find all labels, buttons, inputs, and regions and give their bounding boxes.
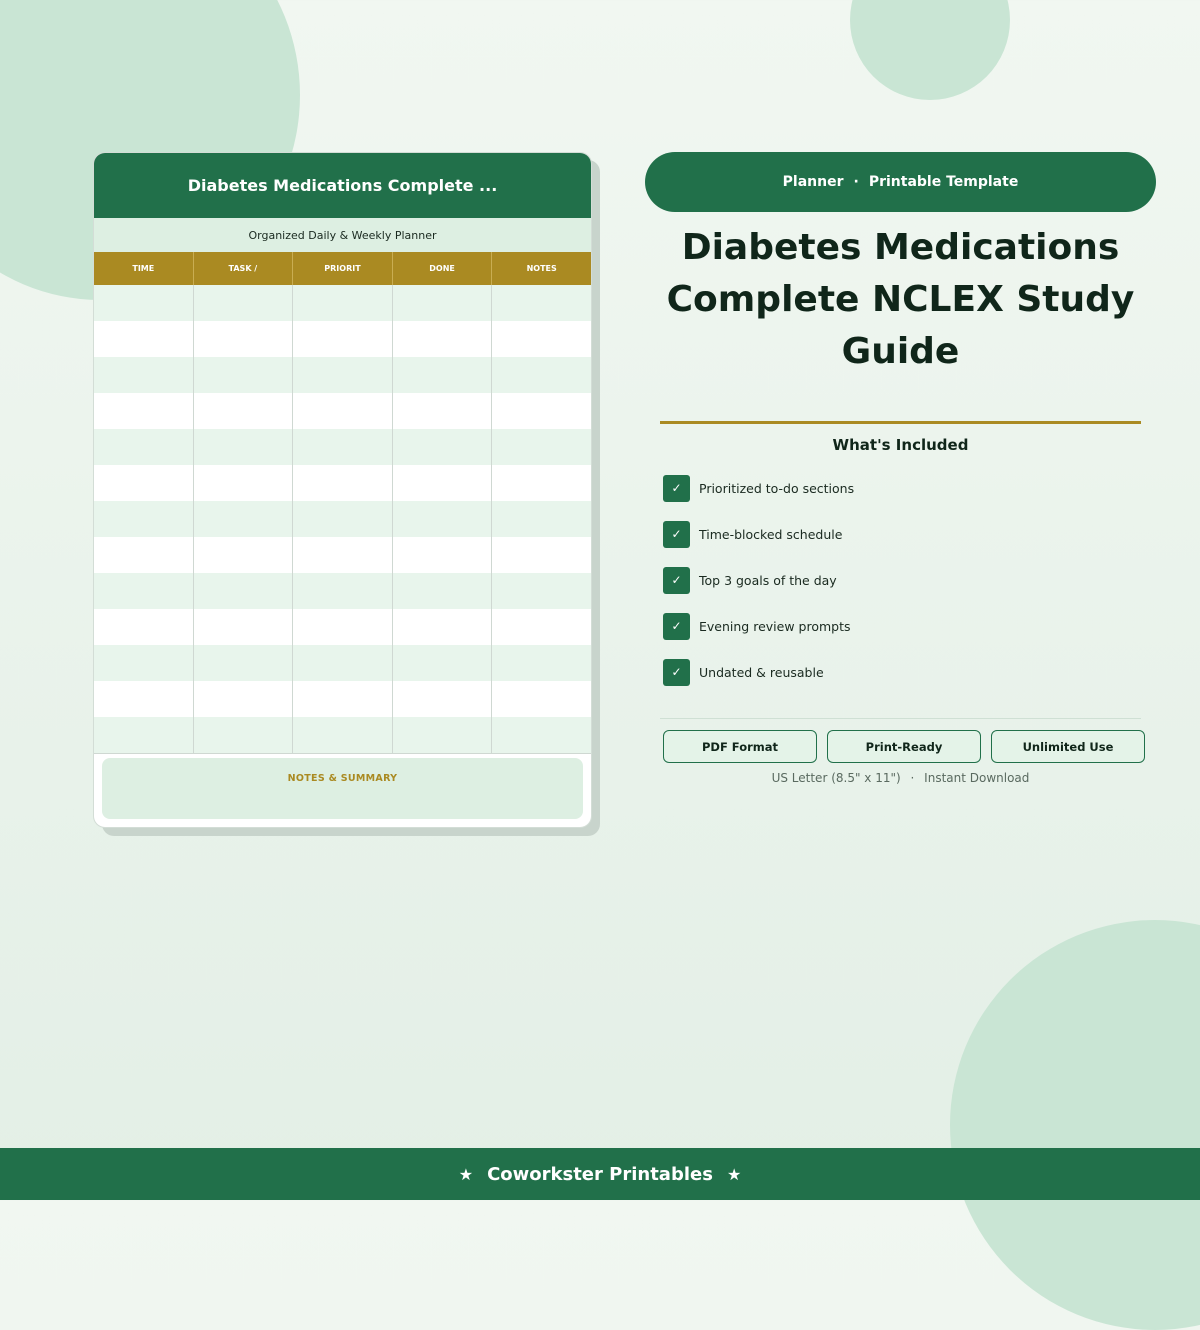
badge-pdf-format: PDF Format — [663, 730, 817, 763]
column-header-task: TASK / — [194, 252, 294, 285]
footer-brand: Coworkster Printables — [487, 1163, 713, 1185]
planner-cell — [94, 429, 194, 465]
column-header-notes: NOTES — [526, 264, 557, 273]
planner-cell — [94, 573, 194, 609]
planner-cell — [194, 681, 294, 717]
feature-item — [663, 658, 1143, 686]
category-pill — [645, 152, 1156, 212]
planner-cell — [94, 645, 194, 681]
pill-category: Planner — [782, 174, 844, 190]
planner-cell — [492, 681, 591, 717]
product-meta — [645, 771, 1156, 785]
planner-cell — [492, 321, 591, 357]
planner-row — [94, 285, 591, 321]
planner-cell — [492, 465, 591, 501]
planner-cell — [293, 393, 393, 429]
planner-row — [94, 681, 591, 717]
check-icon: ✓ — [663, 567, 690, 594]
planner-row — [94, 321, 591, 357]
feature-item — [663, 520, 1143, 548]
planner-cell — [194, 501, 294, 537]
planner-row — [94, 537, 591, 573]
planner-cell — [194, 645, 294, 681]
feature-label: Undated & reusable — [699, 664, 824, 680]
check-icon: ✓ — [663, 521, 690, 548]
format-badges — [663, 730, 1145, 763]
planner-cell — [393, 501, 493, 537]
planner-grid — [94, 285, 591, 754]
planner-cell — [492, 717, 591, 753]
gold-divider — [660, 421, 1141, 424]
planner-cell — [492, 573, 591, 609]
check-icon: ✓ — [663, 475, 690, 502]
planner-cell — [492, 393, 591, 429]
whats-included-heading: What's Included — [832, 436, 969, 454]
column-header-time: TIME — [94, 252, 194, 285]
planner-cell — [492, 609, 591, 645]
planner-preview — [93, 152, 592, 828]
planner-cell — [293, 429, 393, 465]
planner-cell — [293, 609, 393, 645]
planner-cell — [194, 429, 294, 465]
planner-cell — [94, 609, 194, 645]
planner-row — [94, 609, 591, 645]
planner-cell — [194, 717, 294, 753]
column-header-done: DONE — [393, 252, 493, 285]
product-title: Diabetes Medications Complete NCLEX Study Guide — [666, 227, 1135, 372]
planner-cell — [393, 717, 493, 753]
planner-cell — [293, 501, 393, 537]
planner-row — [94, 501, 591, 537]
planner-subtitle: Organized Daily & Weekly Planner — [94, 218, 591, 252]
badge-unlimited-use: Unlimited Use — [991, 730, 1145, 763]
star-icon: ★ — [458, 1164, 474, 1184]
planner-cell — [293, 645, 393, 681]
planner-cell — [492, 285, 591, 321]
planner-cell — [293, 717, 393, 753]
planner-cell — [393, 393, 493, 429]
planner-column-headers — [94, 252, 591, 285]
planner-cell — [293, 465, 393, 501]
thin-divider — [660, 718, 1141, 719]
planner-row — [94, 717, 591, 753]
badge-print-ready: Print-Ready — [827, 730, 981, 763]
meta-separator: · — [910, 771, 915, 785]
planner-cell — [393, 285, 493, 321]
planner-cell — [194, 393, 294, 429]
check-icon: ✓ — [663, 613, 690, 640]
planner-cell — [393, 609, 493, 645]
planner-cell — [492, 645, 591, 681]
planner-cell — [94, 285, 194, 321]
star-icon: ★ — [726, 1164, 742, 1184]
planner-cell — [194, 573, 294, 609]
planner-cell — [94, 501, 194, 537]
planner-cell — [94, 681, 194, 717]
planner-cell — [94, 537, 194, 573]
decorative-circle-bottom-right — [950, 920, 1200, 1330]
planner-cell — [393, 573, 493, 609]
planner-row — [94, 357, 591, 393]
planner-cell — [393, 645, 493, 681]
planner-row — [94, 645, 591, 681]
meta-delivery: Instant Download — [924, 771, 1030, 785]
planner-cell — [293, 681, 393, 717]
feature-label: Time-blocked schedule — [699, 526, 843, 542]
planner-cell — [293, 357, 393, 393]
planner-row — [94, 465, 591, 501]
planner-row — [94, 429, 591, 465]
planner-cell — [293, 537, 393, 573]
decorative-circle-top-right — [850, 0, 1010, 100]
planner-cell — [293, 285, 393, 321]
feature-item — [663, 612, 1143, 640]
pill-separator: · — [853, 174, 859, 190]
footer-banner — [0, 1148, 1200, 1200]
planner-cell — [393, 429, 493, 465]
pill-type: Printable Template — [868, 174, 1019, 190]
planner-cell — [492, 357, 591, 393]
planner-cell — [492, 537, 591, 573]
planner-cell — [492, 429, 591, 465]
planner-cell — [94, 393, 194, 429]
planner-cell — [194, 321, 294, 357]
planner-cell — [393, 357, 493, 393]
planner-cell — [194, 285, 294, 321]
planner-cell — [94, 717, 194, 753]
planner-cell — [393, 321, 493, 357]
planner-cell — [393, 537, 493, 573]
feature-label: Prioritized to-do sections — [699, 480, 855, 496]
planner-cell — [393, 681, 493, 717]
planner-row — [94, 393, 591, 429]
planner-row — [94, 573, 591, 609]
planner-cell — [194, 609, 294, 645]
meta-size: US Letter (8.5" x 11") — [771, 771, 901, 785]
column-header-priority: PRIORIT — [293, 252, 393, 285]
notes-summary-box — [102, 758, 583, 819]
planner-cell — [194, 357, 294, 393]
planner-cell — [94, 321, 194, 357]
feature-label: Top 3 goals of the day — [699, 572, 837, 588]
feature-item — [663, 474, 1143, 502]
feature-item — [663, 566, 1143, 594]
planner-cell — [492, 501, 591, 537]
planner-cell — [194, 465, 294, 501]
planner-cell — [293, 321, 393, 357]
planner-cell — [393, 465, 493, 501]
feature-label: Evening review prompts — [699, 618, 851, 634]
feature-list — [663, 474, 1143, 704]
check-icon: ✓ — [663, 659, 690, 686]
planner-cell — [293, 573, 393, 609]
planner-cell — [94, 357, 194, 393]
notes-summary-title: NOTES & SUMMARY — [287, 773, 398, 784]
planner-cell — [94, 465, 194, 501]
planner-title: Diabetes Medications Complete ... — [94, 153, 591, 218]
planner-cell — [194, 537, 294, 573]
